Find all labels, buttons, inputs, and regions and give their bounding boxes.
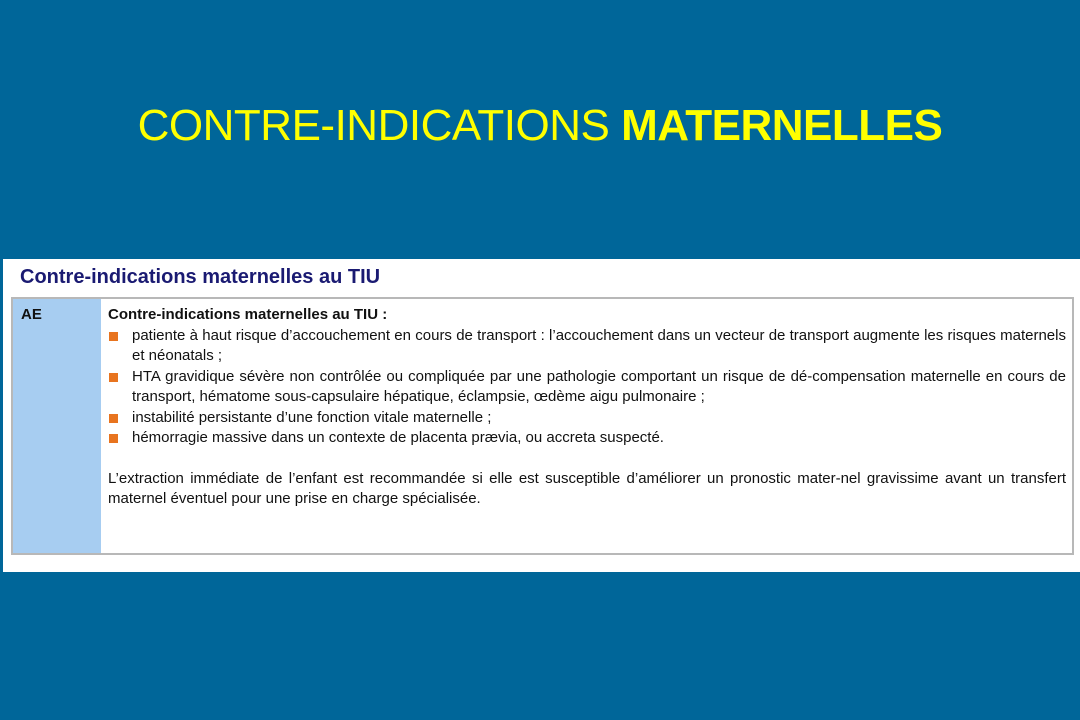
orange-square-bullet-icon (109, 332, 118, 341)
slide-title (0, 100, 1080, 152)
orange-square-bullet-icon (109, 434, 118, 443)
list-item-text: patiente à haut risque d’accouchement en cours de transport : l’accouchement dans un vecteur de transport augmente les risques maternels et néonatals ; (132, 326, 1066, 364)
orange-square-bullet-icon (109, 414, 118, 423)
content-column (101, 299, 1074, 553)
slide-title-regular: CONTRE-INDICATIONS (137, 101, 622, 150)
document-heading: Contre-indications maternelles au TIU (20, 266, 381, 288)
recommendation-table (11, 297, 1074, 555)
recommendation-paragraph: L’extraction immédiate de l’enfant est recommandée si elle est susceptible d’améliorer un pronostic mater-nel gravissime avant un transfert maternel éventuel pour une prise en charge spécialisée. (108, 469, 1066, 507)
list-item (108, 428, 1066, 449)
document-excerpt (3, 259, 1080, 572)
grade-column (13, 299, 101, 553)
list-item-text: HTA gravidique sévère non contrôlée ou compliquée par une pathologie comportant un risque de dé-compensation maternelle en cours de transport, hématome sous-capsulaire hépatique, éclampsie, œdème aigu pulmonaire ; (132, 367, 1066, 405)
list-item (108, 367, 1066, 408)
contraindication-list (108, 326, 1066, 449)
list-item (108, 408, 1066, 429)
orange-square-bullet-icon (109, 373, 118, 382)
grade-label: AE (21, 306, 42, 323)
list-item-text: hémorragie massive dans un contexte de placenta prævia, ou accreta suspecté. (132, 429, 664, 446)
list-item (108, 326, 1066, 367)
content-title: Contre-indications maternelles au TIU : (108, 306, 388, 323)
list-item-text: instabilité persistante d’une fonction vitale maternelle ; (132, 408, 492, 426)
slide-title-bold: MATERNELLES (621, 101, 943, 150)
